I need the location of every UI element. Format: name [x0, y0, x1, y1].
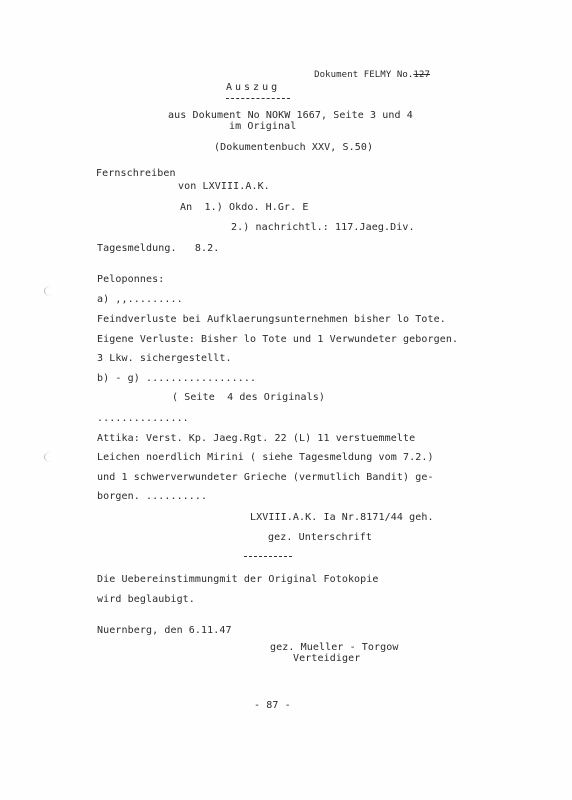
source-line-1: aus Dokument No NOKW 1667, Seite 3 und 4 [168, 110, 413, 121]
telex-report: Tagesmeldung. 8.2. [97, 243, 220, 254]
attika-line-4: borgen. .......... [97, 491, 208, 502]
source-line-3: (Dokumentenbuch XXV, S.50) [214, 142, 374, 153]
region-peloponnes: Peloponnes: [97, 274, 165, 285]
body-line-2: Eigene Verluste: Bisher lo Tote und 1 Verwundeter geborgen. [97, 334, 459, 345]
document-reference [292, 57, 430, 93]
telex-to-1: An 1.) Okdo. H.Gr. E [180, 202, 309, 213]
signature-unit: LXVIII.A.K. Ia Nr.8171/44 geh. [250, 512, 434, 523]
attika-line-1: Attika: Verst. Kp. Jaeg.Rgt. 22 (L) 11 verstuemmelte [97, 433, 416, 444]
place-date: Nuernberg, den 6.11.47 [97, 625, 232, 636]
certifier-role: Verteidiger [293, 653, 361, 664]
certifier-signature: gez. Mueller - Torgow [270, 642, 399, 653]
telex-to-2: 2.) nachrichtl.: 117.Jaeg.Div. [231, 222, 415, 233]
ellipsis-line: ............... [97, 413, 189, 424]
title-underline [226, 98, 290, 99]
document-reference-label: Dokument FELMY No. [314, 70, 414, 80]
body-line-3: 3 Lkw. sichergestellt. [97, 353, 232, 364]
telex-label: Fernschreiben [96, 168, 176, 179]
signature-line: gez. Unterschrift [268, 532, 373, 543]
document-reference-number: 127 [413, 70, 430, 80]
attika-line-2: Leichen noerdlich Mirini ( siehe Tagesmeldung vom 7.2.) [97, 452, 434, 463]
telex-from: von LXVIII.A.K. [178, 181, 270, 192]
body-line-1: Feindverluste bei Aufklaerungsunternehmen bisher lo Tote. [97, 314, 446, 325]
page-number: - 87 - [254, 700, 291, 711]
punch-hole-mark [44, 286, 57, 296]
attika-line-3: und 1 schwerverwundeter Grieche (vermutlich Bandit) ge- [97, 472, 434, 483]
document-title: Auszug [226, 82, 281, 93]
punch-hole-mark [44, 452, 57, 462]
separator-rule [244, 556, 292, 557]
source-line-2: im Original [229, 121, 297, 132]
item-a: a) ,,......... [97, 294, 183, 305]
certification-line-2: wird beglaubigt. [97, 594, 195, 605]
page-note: ( Seite 4 des Originals) [172, 392, 326, 403]
certification-line-1: Die Uebereinstimmungmit der Original Fotokopie [97, 574, 379, 585]
item-b-g: b) - g) .................. [97, 373, 257, 384]
